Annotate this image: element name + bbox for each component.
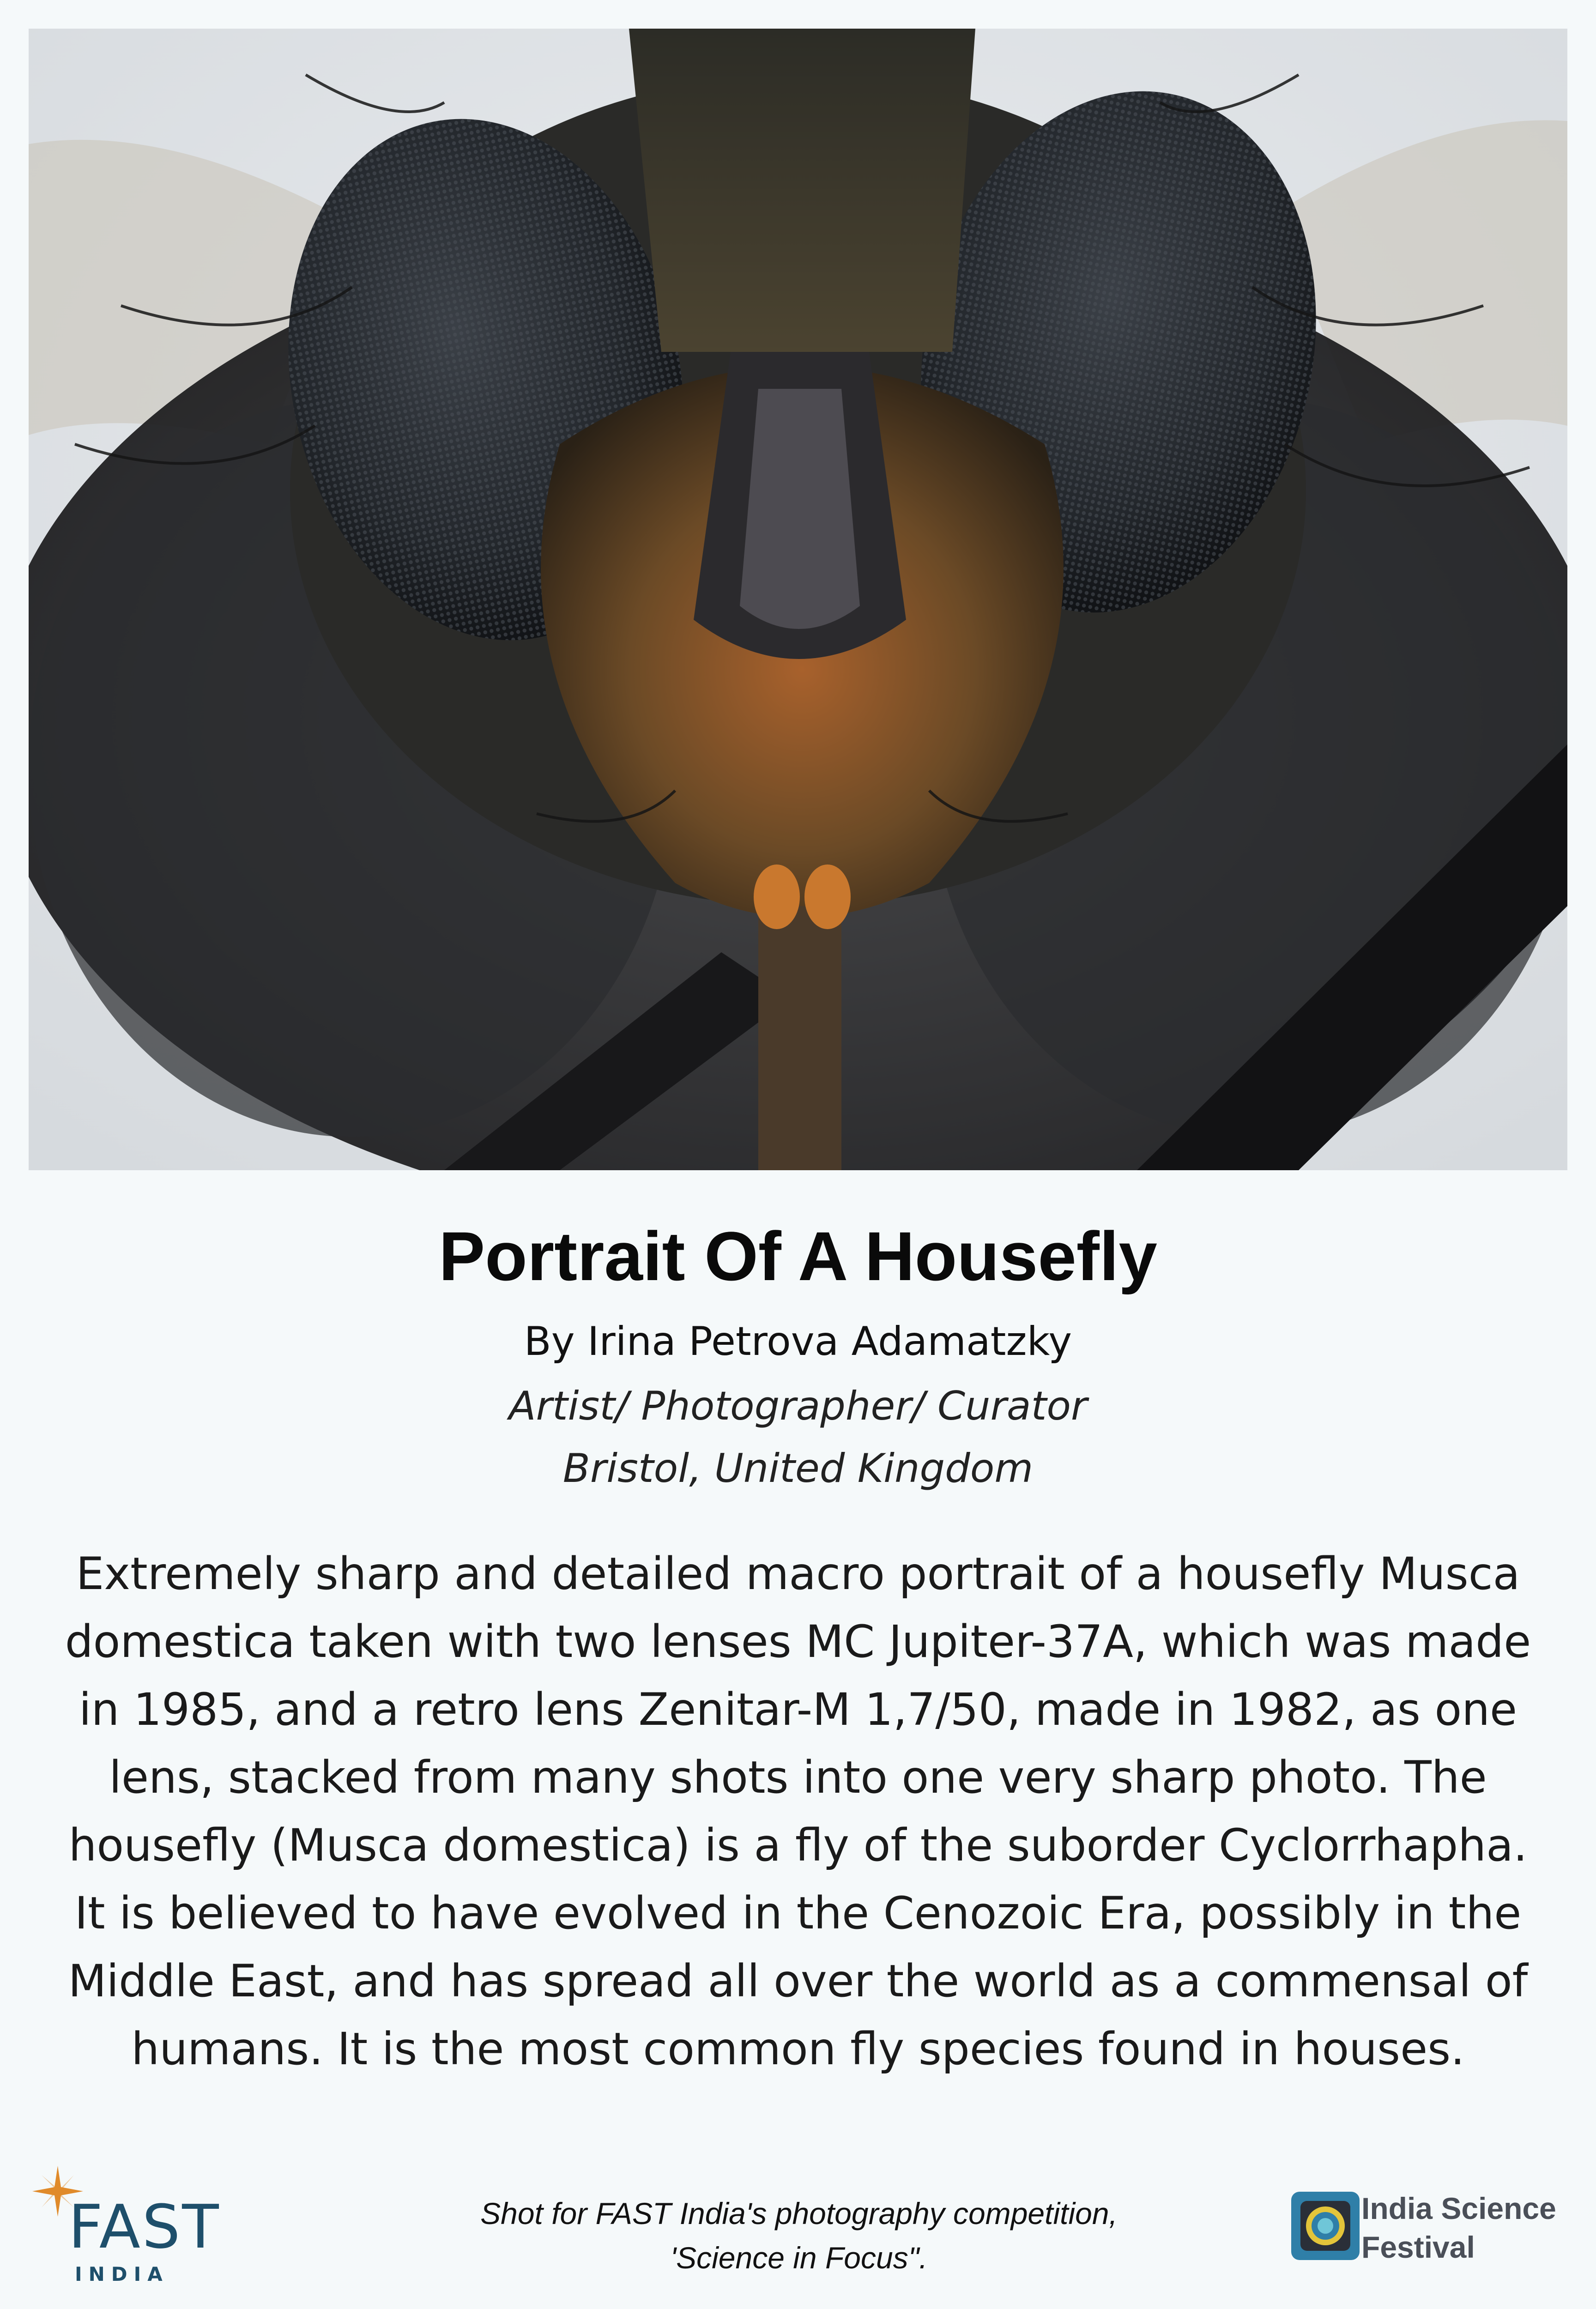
housefly-photo — [29, 29, 1567, 1170]
isf-logo-line-1: India Science — [1361, 2191, 1556, 2225]
concentric-square-icon — [1288, 2189, 1362, 2263]
india-science-festival-logo — [1288, 2189, 1584, 2281]
isf-logo-text — [1361, 2189, 1556, 2267]
photographer-byline: By Irina Petrova Adamatzky — [524, 1318, 1072, 1365]
competition-note-line-1: Shot for FAST India's photography competition, — [480, 2196, 1118, 2230]
photographer-role: Artist/ Photographer/ Curator — [508, 1383, 1088, 1429]
fast-logo-word: FAST — [68, 2192, 221, 2262]
fast-logo-sub: INDIA — [75, 2263, 169, 2285]
competition-note-line-2: 'Science in Focus". — [670, 2241, 928, 2275]
photo-description: Extremely sharp and detailed macro portrait of a housefly Musca domestica taken with two lenses MC Jupiter-37A, which was made in 1985, and a retro lens Zenitar-M 1,7/50, made in 1982, as one lens, stacked from many shots into one very sharp photo. The housefly (Musca domestica) is a fly of the suborder Cyclorrhapha. It is believed to have evolved in the Cenozoic Era, possibly in the Middle East, and has spread all over the world as a commensal of humans. It is the most common fly species found in houses. — [65, 1548, 1531, 2075]
fast-india-logo — [32, 2166, 221, 2291]
competition-note — [406, 2191, 1191, 2280]
photographer-location: Bristol, United Kingdom — [562, 1445, 1034, 1492]
isf-logo-line-2: Festival — [1361, 2230, 1475, 2264]
housefly-illustration — [29, 29, 1567, 1170]
photo-title: Portrait Of A Housefly — [439, 1217, 1157, 1295]
